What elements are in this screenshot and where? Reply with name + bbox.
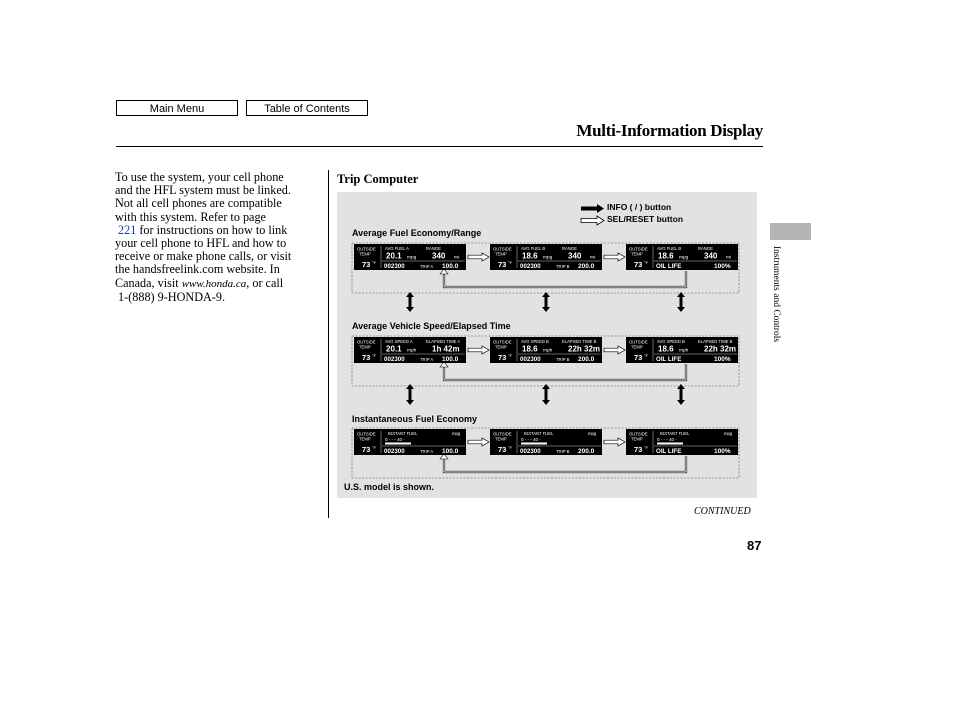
trip-label: TRIP A <box>420 264 434 269</box>
outside-temp-unit: °F <box>644 353 649 358</box>
outside-temp-unit: °F <box>644 260 649 265</box>
sel-arrow-icon <box>468 438 489 446</box>
display-unit: mi <box>726 255 732 261</box>
page-title: Multi-Information Display <box>576 121 763 140</box>
display-value: 340 <box>704 251 718 261</box>
body-line: Not all cell phones are compatible <box>115 196 282 211</box>
header-divider <box>116 146 763 147</box>
sel-loop-line-inner <box>444 364 686 380</box>
display-unit: mi <box>590 255 596 261</box>
display-value: 18.6 <box>522 251 538 261</box>
section-label-instant-fuel: Instantaneous Fuel Economy <box>352 414 478 424</box>
display-value: 18.6 <box>658 344 674 354</box>
display-value: 18.6 <box>658 251 674 261</box>
outside-temp-value: 73 <box>362 353 371 362</box>
outside-temp-value: 73 <box>498 353 507 362</box>
outside-temp-unit: °F <box>508 260 513 265</box>
outside-temp-label: TEMP <box>495 344 507 350</box>
sel-arrow-icon <box>604 253 625 261</box>
display-label: RANGE <box>562 246 577 251</box>
odometer-value: 002300 <box>520 263 541 270</box>
display-label: AVG FUEL B <box>657 246 682 251</box>
honda-url-link[interactable]: www.honda.ca <box>181 277 247 290</box>
sel-arrow-icon <box>604 346 625 354</box>
display-label: INSTANT FUEL <box>524 431 554 436</box>
outside-temp-unit: °F <box>508 353 513 358</box>
trip-label: TRIP B <box>556 264 570 269</box>
trip-computer-heading: Trip Computer <box>337 172 419 186</box>
legend-sel: SEL/RESET button <box>607 214 684 224</box>
sel-loop-line <box>444 456 686 472</box>
outside-temp-label: TEMP <box>631 251 643 257</box>
outside-temp-unit: °F <box>372 445 377 450</box>
trip-value: 100% <box>714 448 731 455</box>
outside-temp-unit: °F <box>372 353 377 358</box>
sel-arrow-icon <box>604 438 625 446</box>
display-value: 18.6 <box>522 344 538 354</box>
trip-computer-diagram <box>337 192 757 498</box>
display-label: AVG SPEED B <box>521 339 549 344</box>
outside-temp-unit: °F <box>372 260 377 265</box>
outside-temp-label: OUTSIDE <box>493 246 512 252</box>
display-unit: mpg <box>452 431 461 436</box>
outside-temp-unit: °F <box>508 445 513 450</box>
outside-temp-value: 73 <box>634 260 643 269</box>
trip-value: 100.0 <box>442 356 459 363</box>
display-unit: mpg <box>679 255 689 261</box>
display-value: 22h 32m <box>568 344 601 354</box>
trip-label: TRIP B <box>556 449 570 454</box>
trip-value: 100% <box>714 356 731 363</box>
outside-temp-label: OUTSIDE <box>629 431 648 437</box>
section-label-fuel-range: Average Fuel Economy/Range <box>352 228 482 238</box>
display-value: 20.1 <box>386 251 402 261</box>
display-value: 340 <box>568 251 582 261</box>
display-label: AVG FUEL B <box>521 246 546 251</box>
outside-temp-label: TEMP <box>495 251 507 257</box>
body-text <box>115 171 320 304</box>
body-line: and the HFL system must be linked. <box>115 183 291 198</box>
display-value: 20.1 <box>386 344 402 354</box>
display-value: 1h 42m <box>432 344 460 354</box>
display-label: ELAPSED TIME A <box>426 339 461 344</box>
section-label-speed-time: Average Vehicle Speed/Elapsed Time <box>352 321 511 331</box>
outside-temp-label: OUTSIDE <box>357 339 376 345</box>
display-label: AVG SPEED B <box>657 339 685 344</box>
main-menu-button[interactable]: Main Menu <box>116 100 238 116</box>
sel-loop-line <box>444 271 686 287</box>
display-value: 340 <box>432 251 446 261</box>
trip-value: 100% <box>714 263 731 270</box>
display-label: RANGE <box>426 246 441 251</box>
odometer-value: OIL LIFE <box>656 448 682 455</box>
display-label: RANGE <box>698 246 713 251</box>
odometer-value: 002300 <box>384 448 405 455</box>
table-of-contents-button[interactable]: Table of Contents <box>246 100 368 116</box>
odometer-value: 002300 <box>384 263 405 270</box>
sel-loop-line-inner <box>444 456 686 472</box>
trip-value: 100.0 <box>442 263 459 270</box>
outside-temp-label: TEMP <box>631 344 643 350</box>
instant-fuel-bar <box>521 443 547 445</box>
instant-fuel-bar <box>385 443 411 445</box>
odometer-value: 002300 <box>520 356 541 363</box>
us-model-note: U.S. model is shown. <box>344 482 435 492</box>
outside-temp-label: OUTSIDE <box>357 431 376 437</box>
phone-number: 1-(888) 9-HONDA-9. <box>118 289 226 304</box>
body-line <box>115 277 320 291</box>
page-number: 87 <box>747 538 762 553</box>
legend-info: INFO ( / ) button <box>607 202 672 212</box>
info-double-arrow-icon <box>542 384 550 405</box>
display-unit: mpg <box>543 255 553 261</box>
outside-temp-label: TEMP <box>359 436 371 442</box>
instant-scale: 0 - - - 40 - <box>521 437 541 442</box>
odometer-value: 002300 <box>384 356 405 363</box>
info-double-arrow-icon <box>677 292 685 312</box>
outside-temp-label: OUTSIDE <box>629 339 648 345</box>
info-double-arrow-icon <box>677 384 685 405</box>
display-label: ELAPSED TIME B <box>698 339 733 344</box>
body-line: your cell phone to HFL and how to <box>115 236 287 251</box>
outside-temp-unit: °F <box>644 445 649 450</box>
trip-label: TRIP A <box>420 449 434 454</box>
sel-loop-line-inner <box>444 271 686 287</box>
trip-label: TRIP B <box>556 357 570 362</box>
trip-label: TRIP A <box>420 357 434 362</box>
body-line: To use the system, your cell phone <box>115 170 284 184</box>
outside-temp-label: OUTSIDE <box>493 431 512 437</box>
odometer-value: OIL LIFE <box>656 356 682 363</box>
outside-temp-value: 73 <box>362 445 371 454</box>
trip-value: 200.0 <box>578 263 595 270</box>
info-double-arrow-icon <box>542 292 550 312</box>
side-label-text: Instruments and Controls <box>771 246 781 343</box>
outside-temp-label: TEMP <box>359 344 371 350</box>
display-unit: mpg <box>407 255 417 261</box>
outside-temp-label: TEMP <box>359 251 371 257</box>
display-label: AVG FUEL A <box>385 246 409 251</box>
instant-fuel-bar <box>657 443 683 445</box>
column-divider <box>328 170 329 518</box>
body-line <box>115 291 320 304</box>
display-diagram-svg <box>337 192 757 498</box>
canada-prefix: Canada, visit <box>115 275 179 290</box>
display-label: INSTANT FUEL <box>388 431 418 436</box>
outside-temp-label: OUTSIDE <box>493 339 512 345</box>
outside-temp-value: 73 <box>498 445 507 454</box>
outside-temp-label: TEMP <box>631 436 643 442</box>
body-line: the handsfreelink.com website. In <box>115 262 280 277</box>
display-label: INSTANT FUEL <box>660 431 690 436</box>
trip-value: 100.0 <box>442 448 459 455</box>
body-line: receive or make phone calls, or visit <box>115 249 292 264</box>
odometer-value: 002300 <box>520 448 541 455</box>
sel-loop-line <box>444 364 686 380</box>
display-value: 22h 32m <box>704 344 737 354</box>
display-unit: mph <box>543 348 553 354</box>
instant-scale: 0 - - - 40 - <box>657 437 677 442</box>
body-line-tail: for instructions on how to link <box>139 222 288 237</box>
outside-temp-value: 73 <box>634 445 643 454</box>
outside-temp-label: TEMP <box>495 436 507 442</box>
display-unit: mpg <box>588 431 597 436</box>
outside-temp-label: OUTSIDE <box>357 246 376 252</box>
sel-arrow-icon <box>468 253 489 261</box>
info-double-arrow-icon <box>406 292 414 312</box>
continued-label: CONTINUED <box>694 506 751 517</box>
trip-value: 200.0 <box>578 448 595 455</box>
display-unit: mph <box>679 348 689 354</box>
instant-scale: 0 - - - 40 - <box>385 437 405 442</box>
outside-temp-value: 73 <box>634 353 643 362</box>
sel-arrow-icon <box>468 346 489 354</box>
outside-temp-value: 73 <box>362 260 371 269</box>
display-unit: mph <box>407 348 417 354</box>
display-unit: mpg <box>724 431 733 436</box>
display-label: AVG SPEED A <box>385 339 413 344</box>
canada-suffix: , or call <box>246 275 284 290</box>
outside-temp-value: 73 <box>498 260 507 269</box>
side-section-label <box>770 246 782 376</box>
info-double-arrow-icon <box>406 384 414 405</box>
trip-value: 200.0 <box>578 356 595 363</box>
display-unit: mi <box>454 255 460 261</box>
outside-temp-label: OUTSIDE <box>629 246 648 252</box>
odometer-value: OIL LIFE <box>656 263 682 270</box>
display-label: ELAPSED TIME B <box>562 339 597 344</box>
side-tab-marker <box>770 223 811 240</box>
page-ref-link[interactable]: 221 <box>118 222 137 237</box>
body-line: with this system. Refer to page <box>115 209 266 224</box>
